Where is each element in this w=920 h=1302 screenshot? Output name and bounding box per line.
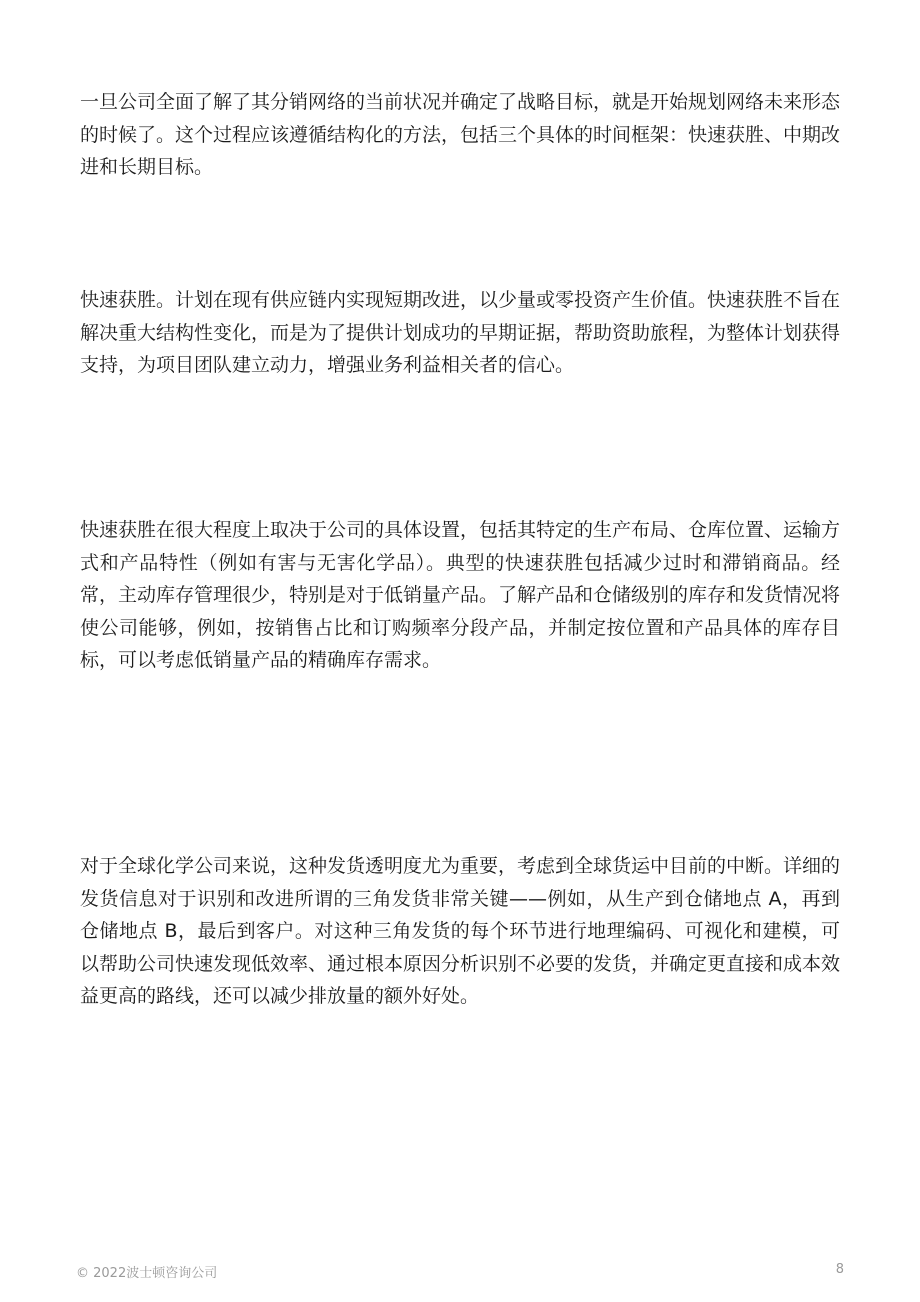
paragraph-shipment-transparency: 对于全球化学公司来说，这种发货透明度尤为重要，考虑到全球货运中目前的中断。详细的发货信息对于识别和改进所谓的三角发货非常关键——例如，从生产到仓储地点 A，再到仓储地点 B，最后到客户。对这种三角发货的每个环节进行地理编码、可视化和建模，可以帮助公司快速发现低效率、通过根本原因分析识别不必要的发货，并确定更直接和成本效益更高的路线，还可以减少排放量的额外好处。 xyxy=(80,855,841,1007)
footer-page-number: 8 xyxy=(835,1262,844,1277)
paragraph-intro: 一旦公司全面了解了其分销网络的当前状况并确定了战略目标，就是开始规划网络未来形态的时候了。这个过程应该遵循结构化的方法，包括三个具体的时间框架：快速获胜、中期改进和长期目标。 xyxy=(80,91,841,178)
footer-copyright: © 2022波士顿咨询公司 xyxy=(76,1266,218,1281)
paragraph-quick-wins-detail: 快速获胜在很大程度上取决于公司的具体设置，包括其特定的生产布局、仓库位置、运输方式和产品特性（例如有害与无害化学品）。典型的快速获胜包括减少过时和滞销商品。经常，主动库存管理很少，特别是对于低销量产品。了解产品和仓储级别的库存和发货情况将使公司能够，例如，按销售占比和订购频率分段产品，并制定按位置和产品具体的库存目标，可以考虑低销量产品的精确库存需求。 xyxy=(80,519,841,671)
paragraph-quick-wins: 快速获胜。计划在现有供应链内实现短期改进，以少量或零投资产生价值。快速获胜不旨在解决重大结构性变化，而是为了提供计划成功的早期证据，帮助资助旅程，为整体计划获得支持，为项目团队建立动力，增强业务利益相关者的信心。 xyxy=(80,289,841,376)
